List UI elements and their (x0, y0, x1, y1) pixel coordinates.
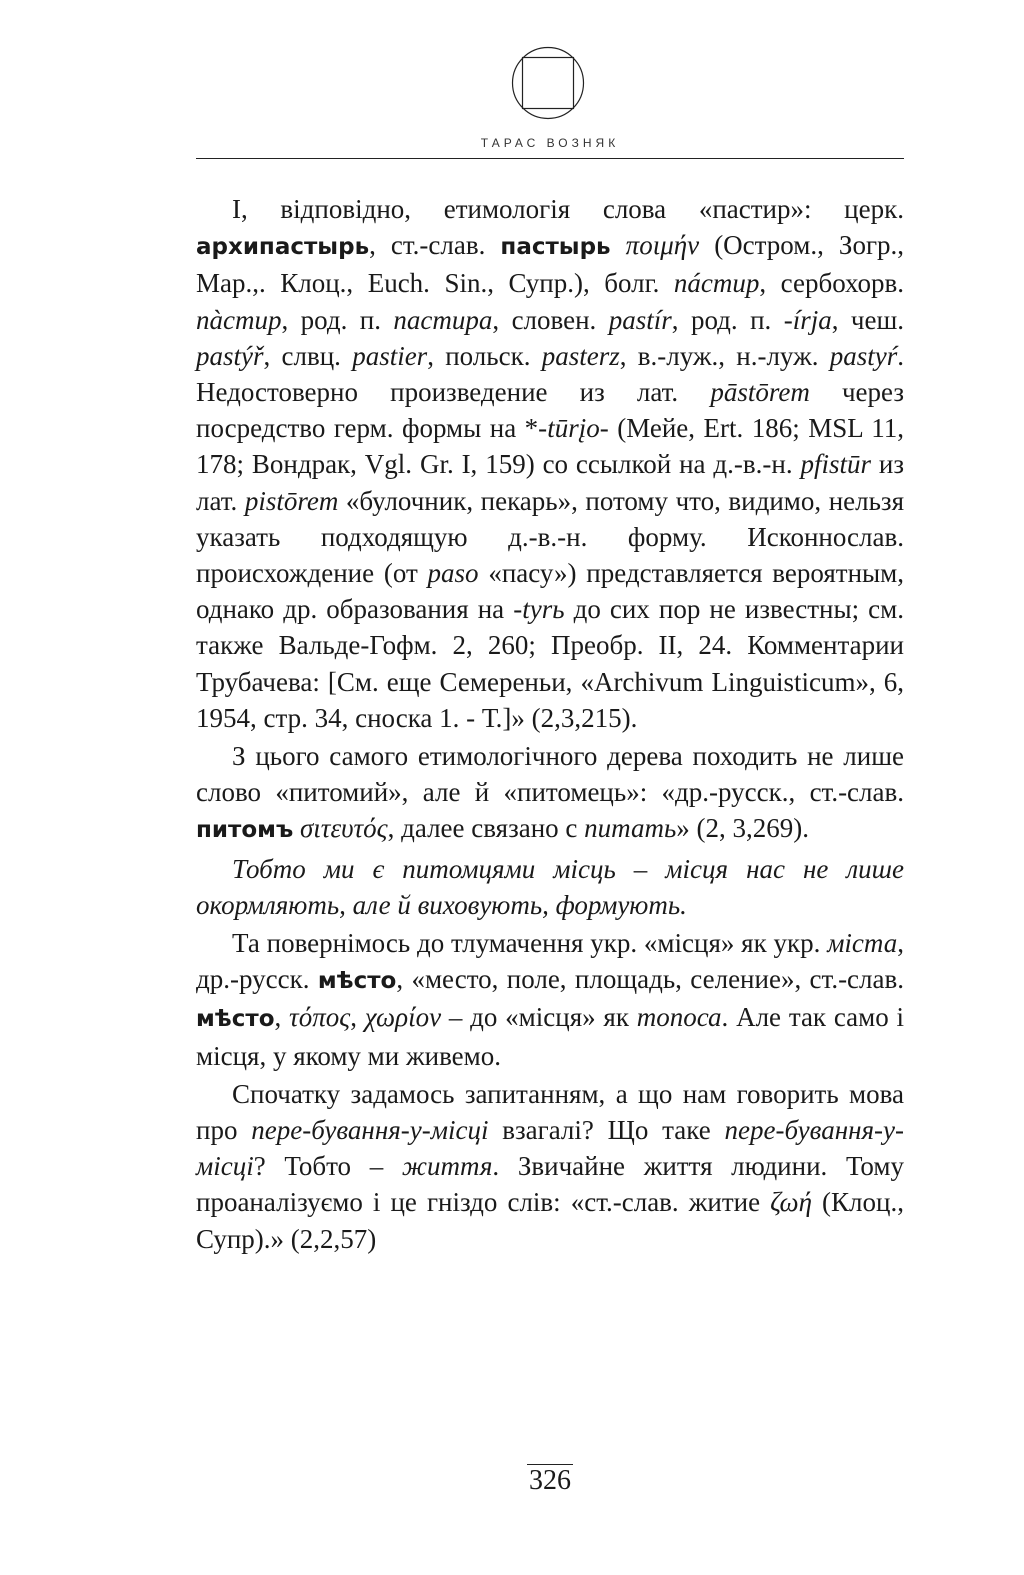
running-head: ТАРАС ВОЗНЯК (480, 136, 620, 150)
page-number: 326 (529, 1465, 571, 1496)
paragraph-3: Тобто ми є питомцями місць – місця нас не лише окормляють, але й виховують, формують. (196, 853, 904, 920)
circle-square-logo-icon (511, 46, 585, 120)
paragraph-5: Спочатку задамось запитанням, а що нам говорить мова про пере-бування-у-місці взагалі? Що таке пере-бування-у-місці? Тобто – життя. Звичайне життя людини. Тому проаналізуємо і це гніздо слів: «ст.-слав. житие ζωή (Клоц., Супр).» (2,2,57) (196, 1078, 905, 1254)
paragraph-1: І, відповідно, етимологія слова «пастир»: церк. архипастырь, ст.-слав. пастырь ποιμήν (Остром., Зогр., Мар.,. Клоц., Euch. Sin., Супр.), болг. пáстир, сербохорв. пàстир, род. п. пастира, словен. pastír, род. п. -írja, чеш. pastýř, слвц. pastier, польск. pasterz, в.-луж., н.-луж. pastyŕ. Недостоверно произведение из лат. pāstōrem через посредство герм. формы на *-tūrįo- (Мейе, Ert. 186; MSL 11, 178; Вондрак, Vgl. Gr. I, 159) со ссылкой на д.-в.-н. pfistūr из лат. pistōrem «булочник, пекарь», потому что, видимо, нельзя указать подходящую д.-в.-н. форму. Исконнослав. происхождение (от paso «пасу») представляется вероятным, однако др. образования на -tyrь до сих пор не известны; см. также Вальде-Гофм. 2, 260; Преобр. II, 24. Комментарии Трубачева: [См. еще Семереньи, «Archivum Linguisticum», 6, 1954, стр. 34, сноска 1. - Т.]» (2,3,215). (196, 194, 905, 733)
body-text (196, 191, 904, 1257)
paragraph-4: Та повернімось до тлумачення укр. «місця» як укр. міста, др.-русск. мѣсто, «место, поле, площадь, селение», ст.-слав. мѣсто, τόπος, χωρίον – до «місця» як топоса. Але так само і місця, у якому ми живемо. (196, 928, 905, 1071)
header-rule (196, 158, 904, 159)
paragraph-2: З цього самого етимологічного дерева походить не лише слово «питомий», але й «питомець»: «др.-русск., ст.-слав. питомъ σιτευτός, далее связано с питать» (2, 3,269). (196, 741, 904, 844)
